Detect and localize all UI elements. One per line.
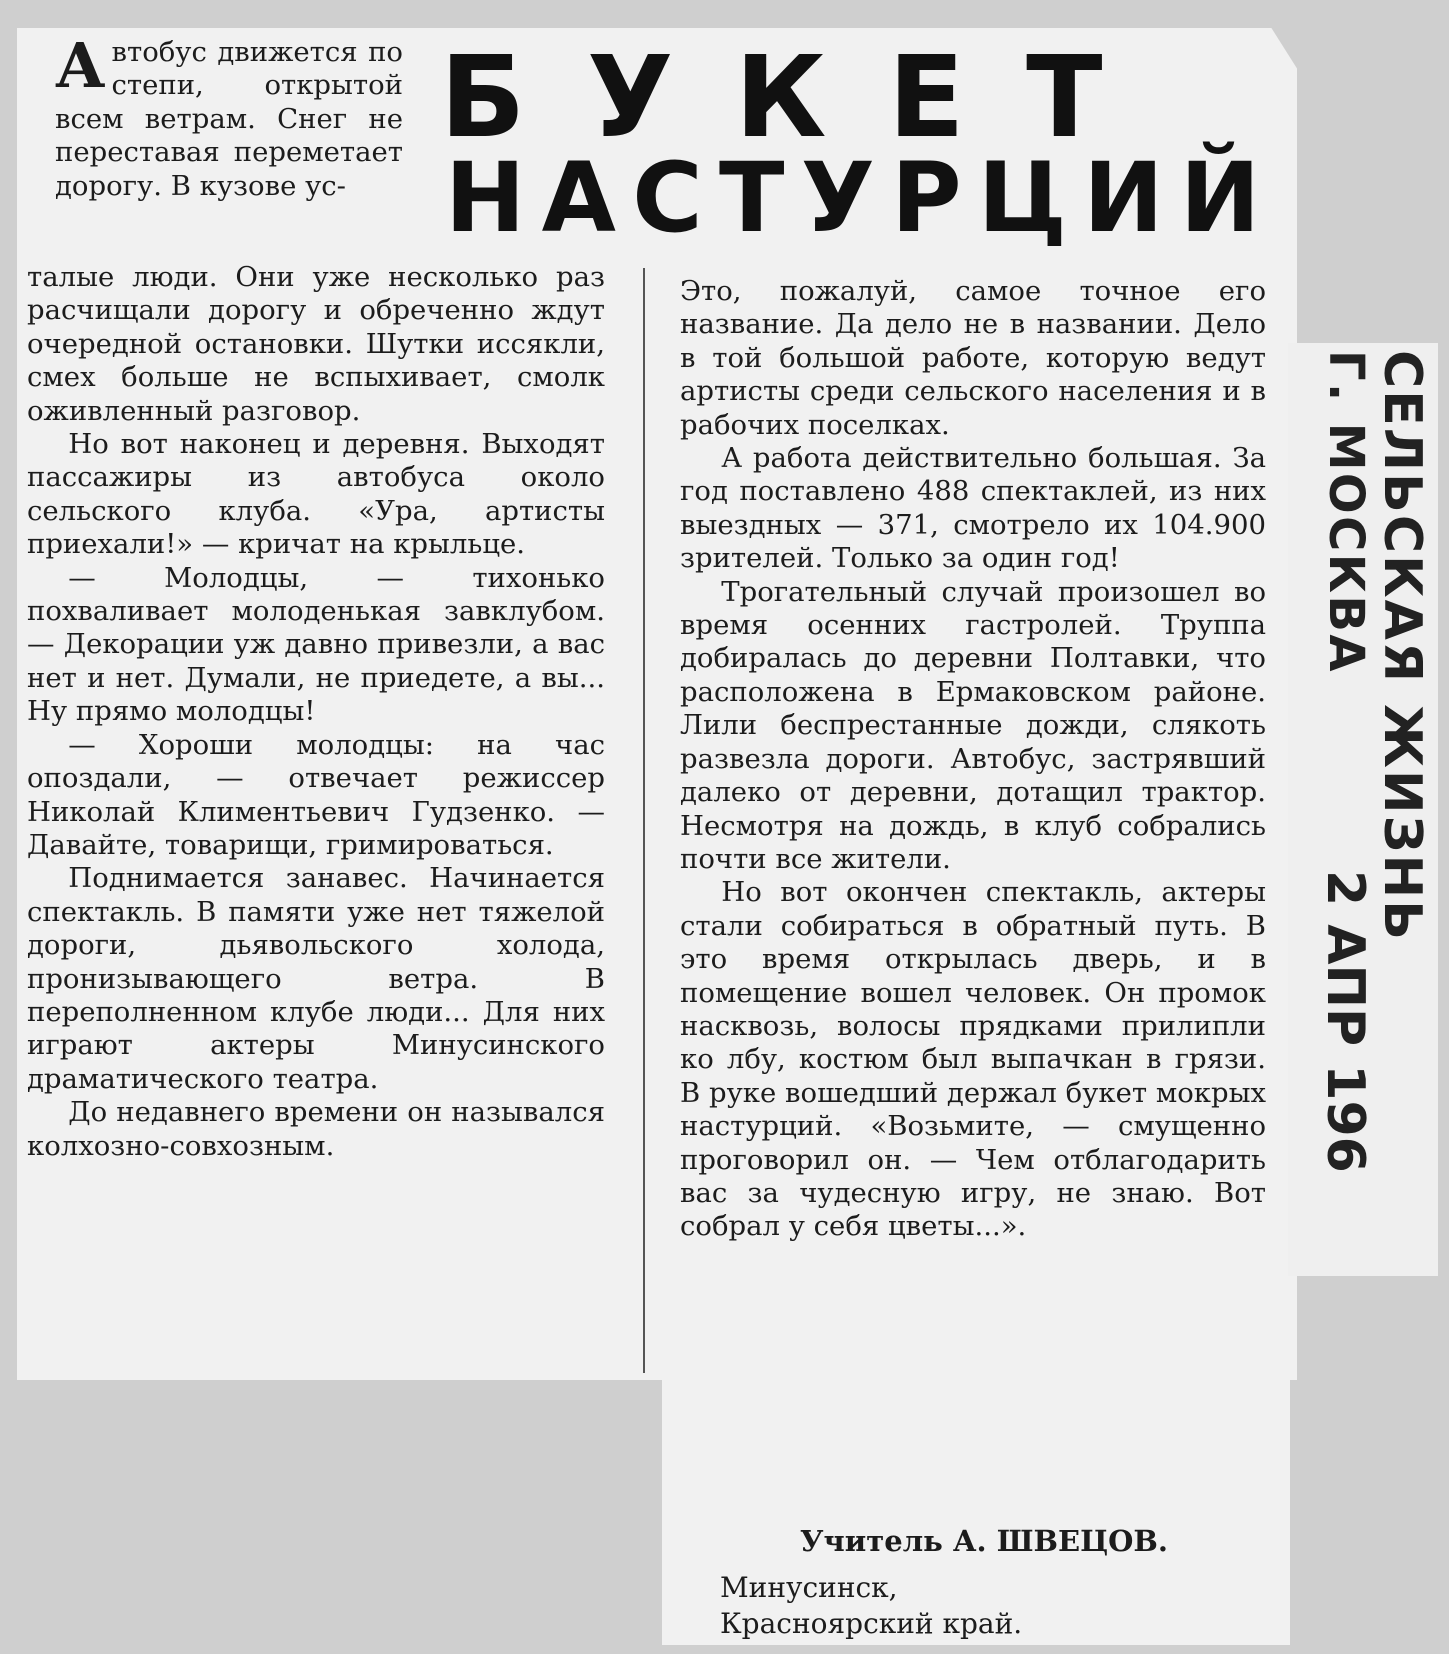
headline-line-2: НАСТУРЦИЙ xyxy=(445,142,1277,254)
stamp-newspaper-name: СЕЛЬСКАЯ ЖИЗНЬ xyxy=(1372,350,1432,942)
stamp-date: 2 АПР 196 xyxy=(1315,870,1375,1173)
paragraph: Трогательный случай произошел во время осенних гастролей. Труппа добиралась до деревни Полтавки, что расположена в Ермаковском районе. Лили беспрестанные дожди, слякоть развезла дороги. Автобус, застрявший далеко от деревни, дотащил трактор. Несмотря на дождь, в клуб собрались почти все жители. xyxy=(680,575,1266,875)
paragraph: А работа действительно большая. За год поставлено 488 спектаклей, из них выездных — 371, смотрело их 104.900 зрителей. Только за один год! xyxy=(680,442,1266,575)
headline-line-1: БУКЕТ xyxy=(440,33,1165,163)
paragraph: Но вот окончен спектакль, актеры стали собираться в обратный путь. В это время открылась дверь, и в помещение вошел человек. Он промок насквозь, волосы прядками прилипли ко лбу, костюм был выпачкан в грязи. В руке вошедший держал букет мокрых настурций. «Возьмите, — смущенно проговорил он. — Чем отблагодарить вас за чудесную игру, не знаю. Вот собрал у себя цветы...». xyxy=(680,876,1266,1243)
drop-cap: А xyxy=(55,29,106,102)
paragraph: До недавнего времени он назывался колхозно-совхозным. xyxy=(27,1096,605,1162)
paragraph: — Молодцы, — тихонько похваливает молоденькая завклубом. — Декорации уж давно привезли, а вас нет и нет. Думали, не приедете, а вы... Ну прямо молодцы! xyxy=(27,561,605,728)
column-left xyxy=(27,261,605,1163)
author-location: Минусинск, Красноярский край. xyxy=(720,1571,1023,1640)
paragraph: Но вот наконец и деревня. Выходят пассажиры из автобуса около сельского клуба. «Ура, артисты приехали!» — кричат на крыльце. xyxy=(27,428,605,561)
intro-text: втобус движется по степи, открытой всем ветрам. Снег не переставая переметает дорогу. В кузове ус- xyxy=(55,36,403,202)
column-right xyxy=(680,275,1266,1244)
paragraph: Это, пожалуй, самое точное его название. Да дело не в названии. Дело в той большой работе, которую ведут артисты среди сельского населения и в рабочих поселках. xyxy=(680,275,1266,441)
intro-paragraph xyxy=(55,29,403,203)
paragraph: талые люди. Они уже несколько раз расчищали дорогу и обреченно ждут очередной остановки. Шутки иссякли, смех больше не вспыхивает, смолк оживленный разговор. xyxy=(27,261,605,427)
column-divider xyxy=(643,268,645,1373)
author-signature: Учитель А. ШВЕЦОВ. xyxy=(800,1524,1169,1558)
paragraph: — Хороши молодцы: на час опоздали, — отвечает режиссер Николай Климентьевич Гудзенко. — Давайте, товарищи, гримироваться. xyxy=(27,728,605,861)
paragraph: Поднимается занавес. Начинается спектакль. В памяти уже нет тяжелой дороги, дьявольского холода, пронизывающего ветра. В переполненном клубе люди... Для них играют актеры Минусинского драматического театра. xyxy=(27,862,605,1095)
stamp-city: Г. МОСКВА xyxy=(1318,350,1374,674)
